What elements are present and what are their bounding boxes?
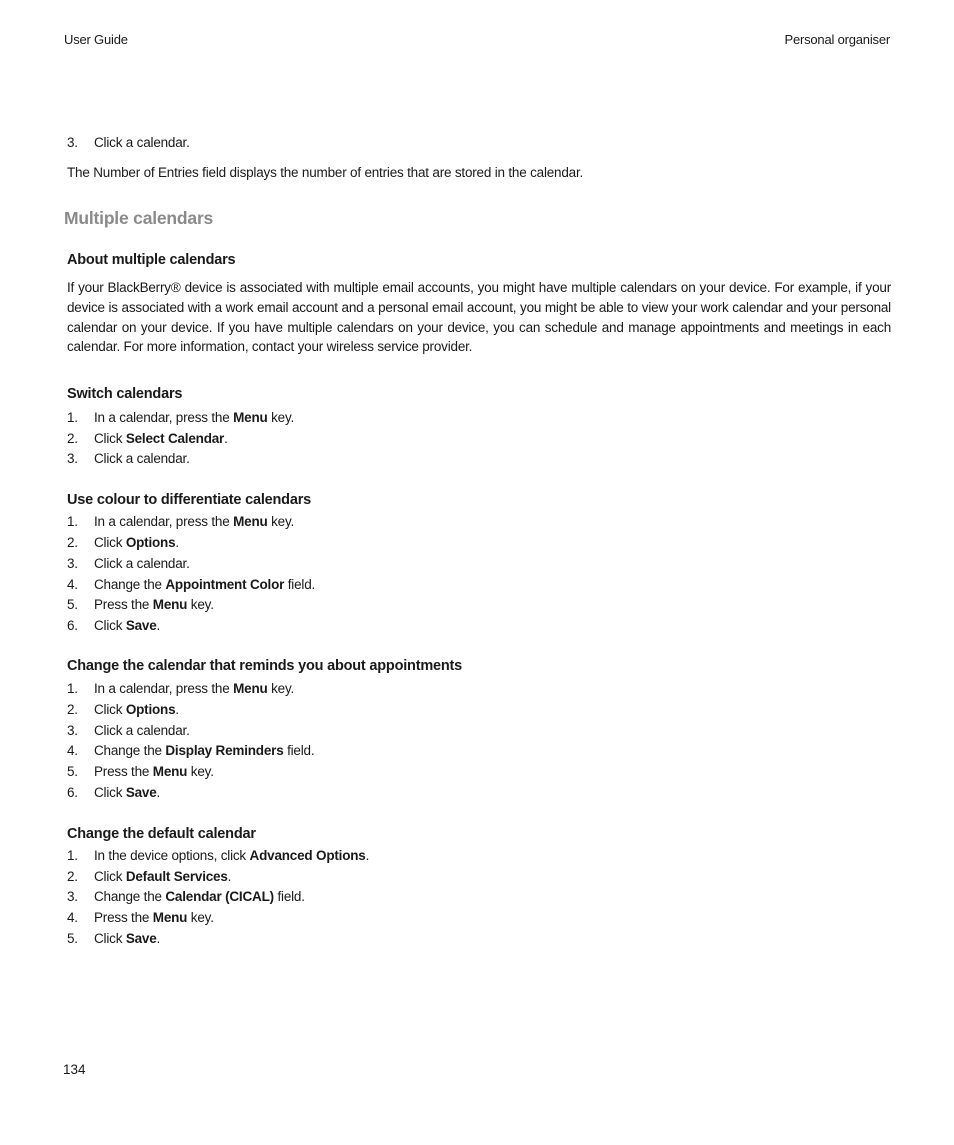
colour-steps bbox=[67, 512, 891, 637]
list-item bbox=[67, 721, 891, 742]
list-item bbox=[67, 867, 891, 888]
step-number: 3. bbox=[67, 722, 78, 738]
list-item bbox=[67, 575, 891, 596]
step-number: 2. bbox=[67, 868, 78, 884]
intro-step bbox=[67, 133, 891, 154]
step-number: 1. bbox=[67, 514, 78, 530]
switch-steps bbox=[67, 408, 891, 470]
step-number: 1. bbox=[67, 847, 78, 863]
step-number: 5. bbox=[67, 764, 78, 780]
step-text: Change the Appointment Color field. bbox=[94, 576, 316, 592]
list-item bbox=[67, 679, 891, 700]
step-number: 4. bbox=[67, 910, 78, 926]
reminds-heading: Change the calendar that reminds you about appointments bbox=[67, 657, 463, 674]
list-item bbox=[67, 700, 891, 721]
step-number: 6. bbox=[67, 784, 78, 800]
running-header-left: User Guide bbox=[64, 32, 128, 47]
running-header-right: Personal organiser bbox=[784, 32, 890, 47]
step-text: Press the Menu key. bbox=[94, 597, 214, 613]
step-text: Click Save. bbox=[94, 930, 161, 946]
step-number: 2. bbox=[67, 534, 78, 550]
step-text: In the device options, click Advanced Options. bbox=[94, 847, 370, 863]
list-item bbox=[67, 512, 891, 533]
list-item bbox=[67, 783, 891, 804]
default-heading: Change the default calendar bbox=[67, 825, 256, 842]
step-number: 2. bbox=[67, 430, 78, 446]
page-content bbox=[64, 133, 891, 950]
list-item bbox=[67, 595, 891, 616]
list-item bbox=[67, 449, 891, 470]
step-text: Click Save. bbox=[94, 618, 161, 634]
list-item bbox=[67, 741, 891, 762]
step-text: Press the Menu key. bbox=[94, 910, 214, 926]
step-number: 1. bbox=[67, 409, 78, 425]
step-number: 3. bbox=[67, 451, 78, 467]
step-text: Click a calendar. bbox=[94, 555, 190, 571]
reminds-steps bbox=[67, 679, 891, 804]
step-number: 3. bbox=[67, 135, 78, 150]
list-item bbox=[67, 408, 891, 429]
switch-heading: Switch calendars bbox=[67, 385, 183, 402]
step-text: Change the Display Reminders field. bbox=[94, 743, 315, 759]
step-text: Click a calendar. bbox=[94, 135, 190, 150]
step-number: 4. bbox=[67, 576, 78, 592]
step-text: Click Save. bbox=[94, 784, 161, 800]
step-text: Click a calendar. bbox=[94, 451, 190, 467]
default-steps bbox=[67, 846, 891, 950]
step-text: Click a calendar. bbox=[94, 722, 190, 738]
step-text: In a calendar, press the Menu key. bbox=[94, 514, 295, 530]
step-number: 3. bbox=[67, 555, 78, 571]
list-item bbox=[67, 908, 891, 929]
step-text: Click Default Services. bbox=[94, 868, 232, 884]
step-number: 5. bbox=[67, 930, 78, 946]
step-text: In a calendar, press the Menu key. bbox=[94, 409, 295, 425]
list-item bbox=[67, 762, 891, 783]
step-text: Press the Menu key. bbox=[94, 764, 214, 780]
step-number: 5. bbox=[67, 597, 78, 613]
about-paragraph: If your BlackBerry® device is associated with multiple email accounts, you might have multiple calendars on your device. For example, if your device is associated with a work email account and a personal email account, you might be able to view your work calendar and your personal calendar on your device. If you have multiple calendars on your device, you can schedule and manage appointments and meetings in each calendar. For more information, contact your wireless service provider. bbox=[67, 280, 891, 355]
list-item bbox=[67, 554, 891, 575]
step-text: Click Options. bbox=[94, 701, 179, 717]
step-number: 2. bbox=[67, 701, 78, 717]
list-item bbox=[67, 887, 891, 908]
page-number: 134 bbox=[63, 1062, 86, 1077]
step-text: Click Select Calendar. bbox=[94, 430, 228, 446]
step-text: Change the Calendar (CICAL) field. bbox=[94, 889, 305, 905]
step-text: Click Options. bbox=[94, 534, 179, 550]
section-title: Multiple calendars bbox=[64, 208, 214, 229]
step-number: 1. bbox=[67, 680, 78, 696]
step-text: In a calendar, press the Menu key. bbox=[94, 680, 295, 696]
step-number: 3. bbox=[67, 889, 78, 905]
list-item bbox=[67, 533, 891, 554]
step-number: 6. bbox=[67, 618, 78, 634]
step-number: 4. bbox=[67, 743, 78, 759]
about-heading: About multiple calendars bbox=[67, 252, 236, 269]
colour-heading: Use colour to differentiate calendars bbox=[67, 492, 311, 509]
list-item bbox=[67, 616, 891, 637]
list-item bbox=[67, 429, 891, 450]
list-item bbox=[67, 846, 891, 867]
intro-paragraph: The Number of Entries field displays the number of entries that are stored in the calendar. bbox=[67, 164, 584, 180]
list-item bbox=[67, 929, 891, 950]
